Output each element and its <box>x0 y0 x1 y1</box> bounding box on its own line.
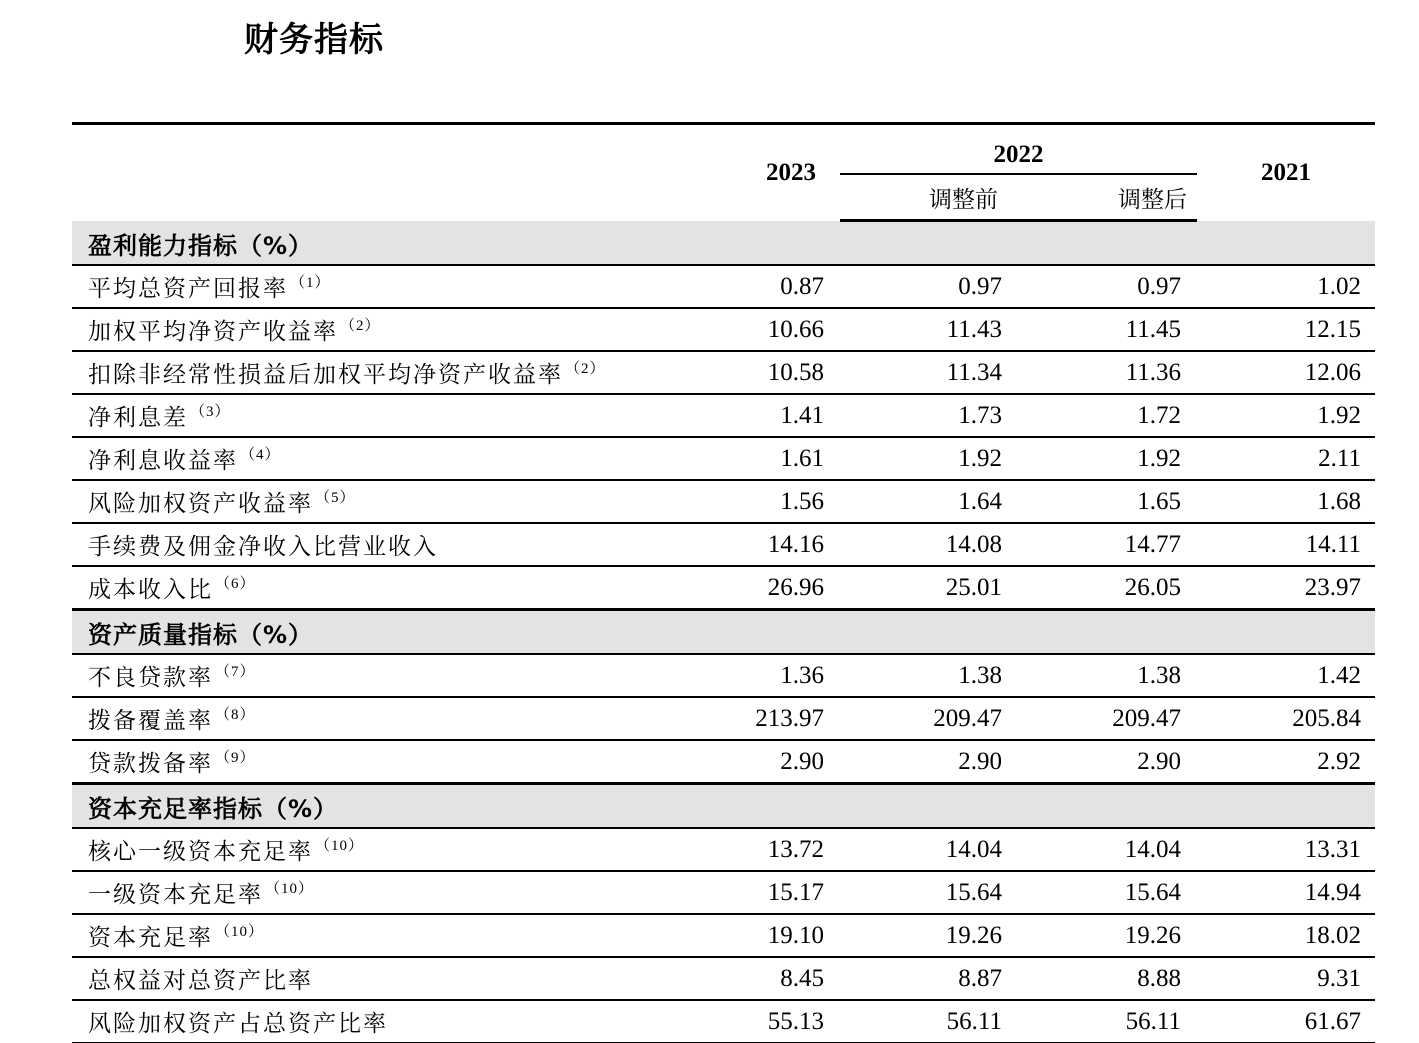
value-2023: 2.90 <box>662 740 840 784</box>
row-label: 贷款拨备率 <box>88 751 213 777</box>
value-2021: 1.68 <box>1197 480 1375 523</box>
value-2021: 205.84 <box>1197 697 1375 740</box>
value-2023: 14.16 <box>662 523 840 566</box>
row-label: 手续费及佣金净收入比营业收入 <box>88 534 438 560</box>
row-label-cell <box>72 351 662 394</box>
value-2023: 26.96 <box>662 566 840 610</box>
value-2021: 18.02 <box>1197 914 1375 957</box>
value-2021: 1.42 <box>1197 654 1375 697</box>
footnote-marker: （5） <box>315 490 356 507</box>
row-label-cell <box>72 265 662 308</box>
value-2023: 1.61 <box>662 437 840 480</box>
value-2021: 14.94 <box>1197 871 1375 914</box>
value-2022-after: 209.47 <box>1018 697 1197 740</box>
table-row <box>72 351 1375 394</box>
table-row <box>72 871 1375 914</box>
table-row <box>72 957 1375 1000</box>
table-body <box>72 221 1375 1043</box>
table-header <box>72 124 1375 221</box>
footnote-marker: （7） <box>215 664 256 681</box>
header-blank-cell <box>72 124 662 221</box>
value-2021: 13.31 <box>1197 828 1375 871</box>
value-2022-before: 56.11 <box>840 1000 1018 1043</box>
row-label-cell <box>72 914 662 957</box>
value-2022-before: 1.38 <box>840 654 1018 697</box>
value-2022-after: 0.97 <box>1018 265 1197 308</box>
footnote-marker: （4） <box>240 447 281 464</box>
value-2022-after: 19.26 <box>1018 914 1197 957</box>
row-label: 扣除非经常性损益后加权平均净资产收益率 <box>88 362 563 388</box>
value-2022-after: 14.77 <box>1018 523 1197 566</box>
row-label: 风险加权资产占总资产比率 <box>88 1011 388 1037</box>
table-row <box>72 394 1375 437</box>
value-2021: 1.02 <box>1197 265 1375 308</box>
value-2023: 0.87 <box>662 265 840 308</box>
value-2022-after: 1.72 <box>1018 394 1197 437</box>
value-2022-after: 1.92 <box>1018 437 1197 480</box>
value-2022-after: 11.36 <box>1018 351 1197 394</box>
value-2023: 10.58 <box>662 351 840 394</box>
row-label: 净利息收益率 <box>88 448 238 474</box>
footnote-marker: （8） <box>215 707 256 724</box>
row-label-cell <box>72 1000 662 1043</box>
section-header-row <box>72 221 1375 266</box>
value-2022-before: 11.34 <box>840 351 1018 394</box>
header-2022-before-adjustment: 调整前 <box>840 174 1018 221</box>
financial-indicators-table <box>72 122 1375 1043</box>
table-row <box>72 566 1375 610</box>
value-2022-after: 8.88 <box>1018 957 1197 1000</box>
row-label-cell <box>72 480 662 523</box>
value-2022-after: 26.05 <box>1018 566 1197 610</box>
footnote-marker: （2） <box>565 361 606 378</box>
footnote-marker: （10） <box>215 924 265 941</box>
value-2021: 12.15 <box>1197 308 1375 351</box>
value-2022-after: 15.64 <box>1018 871 1197 914</box>
value-2023: 1.56 <box>662 480 840 523</box>
table-row <box>72 740 1375 784</box>
header-2022-after-adjustment: 调整后 <box>1018 174 1197 221</box>
table-row <box>72 480 1375 523</box>
value-2022-after: 2.90 <box>1018 740 1197 784</box>
value-2023: 15.17 <box>662 871 840 914</box>
table-row <box>72 697 1375 740</box>
value-2022-before: 0.97 <box>840 265 1018 308</box>
value-2023: 1.36 <box>662 654 840 697</box>
row-label: 拨备覆盖率 <box>88 708 213 734</box>
value-2022-before: 2.90 <box>840 740 1018 784</box>
section-header: 盈利能力指标（%） <box>72 221 1375 266</box>
value-2022-before: 8.87 <box>840 957 1018 1000</box>
footnote-marker: （3） <box>190 404 231 421</box>
value-2021: 2.11 <box>1197 437 1375 480</box>
table-row <box>72 914 1375 957</box>
value-2023: 13.72 <box>662 828 840 871</box>
header-year-2021: 2021 <box>1197 124 1375 221</box>
value-2022-before: 25.01 <box>840 566 1018 610</box>
value-2022-after: 14.04 <box>1018 828 1197 871</box>
table-row <box>72 654 1375 697</box>
row-label: 不良贷款率 <box>88 665 213 691</box>
value-2022-before: 1.73 <box>840 394 1018 437</box>
value-2022-before: 1.64 <box>840 480 1018 523</box>
row-label-cell <box>72 437 662 480</box>
header-year-2022: 2022 <box>840 124 1197 175</box>
value-2023: 19.10 <box>662 914 840 957</box>
value-2021: 12.06 <box>1197 351 1375 394</box>
value-2021: 61.67 <box>1197 1000 1375 1043</box>
row-label-cell <box>72 566 662 610</box>
section-header-row <box>72 610 1375 655</box>
row-label: 核心一级资本充足率 <box>88 839 313 865</box>
row-label-cell <box>72 308 662 351</box>
value-2022-before: 1.92 <box>840 437 1018 480</box>
row-label: 一级资本充足率 <box>88 882 263 908</box>
value-2023: 8.45 <box>662 957 840 1000</box>
page-title: 财务指标 <box>244 20 384 60</box>
row-label-cell <box>72 740 662 784</box>
value-2021: 14.11 <box>1197 523 1375 566</box>
footnote-marker: （6） <box>215 576 256 593</box>
row-label-cell <box>72 523 662 566</box>
row-label-cell <box>72 871 662 914</box>
value-2023: 1.41 <box>662 394 840 437</box>
row-label: 加权平均净资产收益率 <box>88 319 338 345</box>
row-label-cell <box>72 394 662 437</box>
financial-indicators-table-container <box>72 122 1375 1043</box>
value-2022-before: 209.47 <box>840 697 1018 740</box>
value-2022-after: 56.11 <box>1018 1000 1197 1043</box>
footnote-marker: （10） <box>265 881 315 898</box>
row-label-cell <box>72 828 662 871</box>
table-row <box>72 308 1375 351</box>
value-2021: 9.31 <box>1197 957 1375 1000</box>
row-label: 风险加权资产收益率 <box>88 491 313 517</box>
row-label: 净利息差 <box>88 405 188 431</box>
value-2022-before: 11.43 <box>840 308 1018 351</box>
section-header: 资本充足率指标（%） <box>72 784 1375 829</box>
value-2022-before: 19.26 <box>840 914 1018 957</box>
value-2022-before: 15.64 <box>840 871 1018 914</box>
row-label: 成本收入比 <box>88 577 213 603</box>
value-2022-after: 1.38 <box>1018 654 1197 697</box>
row-label-cell <box>72 957 662 1000</box>
row-label: 总权益对总资产比率 <box>88 968 313 994</box>
footnote-marker: （2） <box>340 318 381 335</box>
footnote-marker: （10） <box>315 838 365 855</box>
value-2023: 10.66 <box>662 308 840 351</box>
row-label-cell <box>72 697 662 740</box>
table-row <box>72 828 1375 871</box>
footnote-marker: （1） <box>290 275 331 292</box>
value-2021: 1.92 <box>1197 394 1375 437</box>
value-2022-after: 1.65 <box>1018 480 1197 523</box>
row-label: 资本充足率 <box>88 925 213 951</box>
value-2021: 23.97 <box>1197 566 1375 610</box>
table-row <box>72 523 1375 566</box>
header-year-2023: 2023 <box>662 124 840 221</box>
table-row <box>72 265 1375 308</box>
table-row <box>72 437 1375 480</box>
value-2022-before: 14.08 <box>840 523 1018 566</box>
section-header: 资产质量指标（%） <box>72 610 1375 655</box>
value-2022-after: 11.45 <box>1018 308 1197 351</box>
value-2021: 2.92 <box>1197 740 1375 784</box>
row-label-cell <box>72 654 662 697</box>
value-2023: 55.13 <box>662 1000 840 1043</box>
row-label: 平均总资产回报率 <box>88 276 288 302</box>
footnote-marker: （9） <box>215 750 256 767</box>
value-2022-before: 14.04 <box>840 828 1018 871</box>
section-header-row <box>72 784 1375 829</box>
table-row <box>72 1000 1375 1043</box>
value-2023: 213.97 <box>662 697 840 740</box>
